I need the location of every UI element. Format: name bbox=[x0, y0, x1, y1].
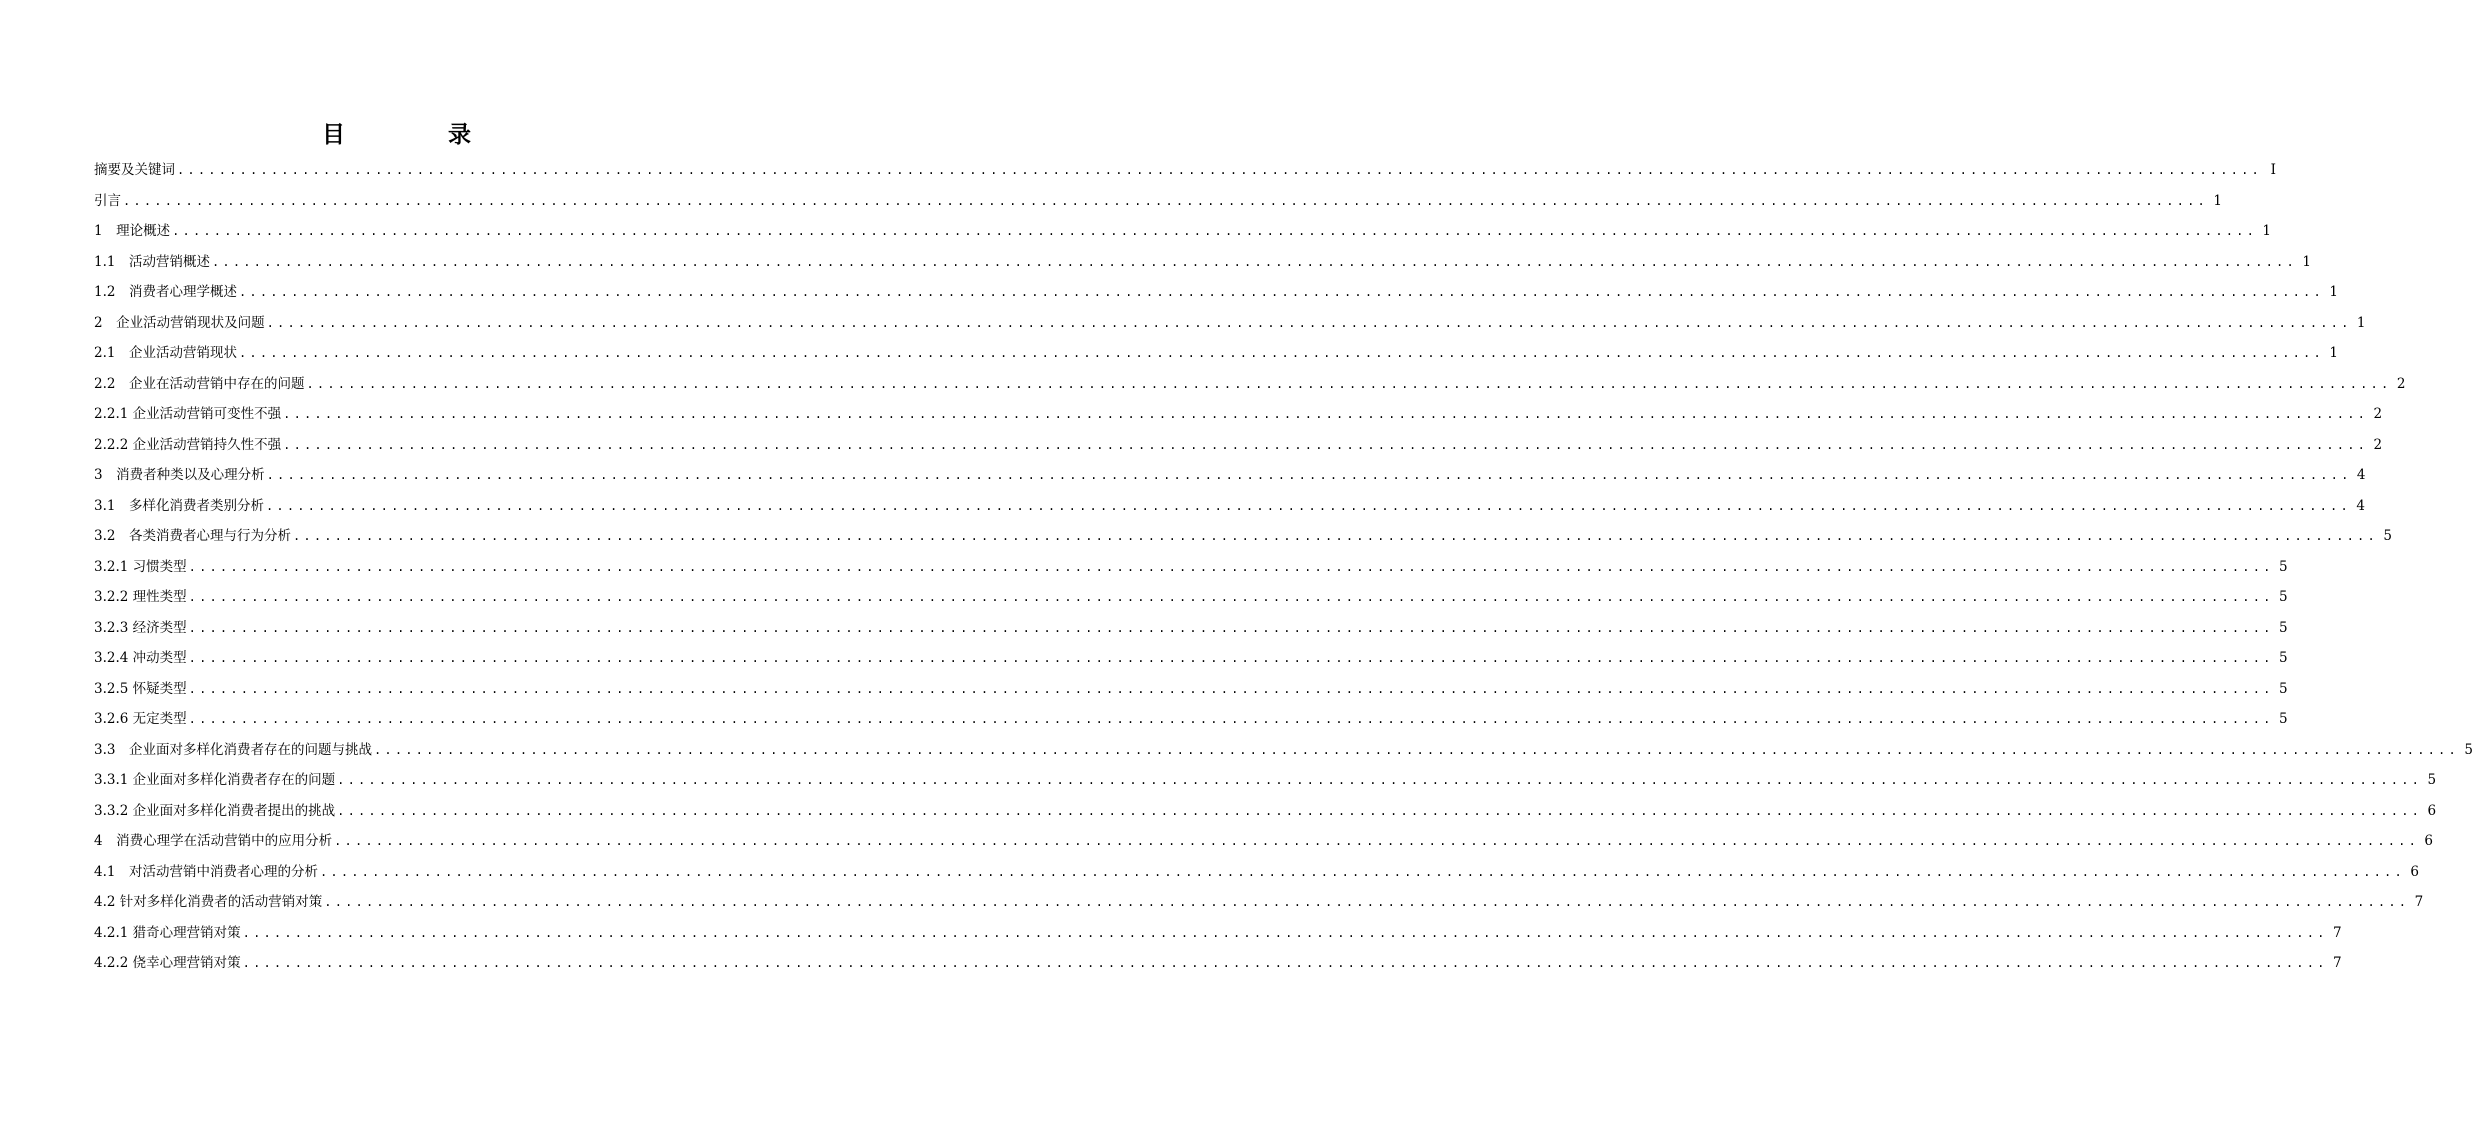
toc-entry-label: 4.2.2 侥幸心理营销对策 bbox=[94, 955, 241, 971]
toc-entry[interactable] bbox=[94, 186, 2222, 217]
toc-entry-label: 1.1 活动营销概述 bbox=[94, 253, 210, 270]
toc-entry[interactable] bbox=[94, 674, 2288, 705]
toc-dot-leader: ........................................................................................................................................................................................................ bbox=[242, 925, 2328, 940]
toc-entry[interactable] bbox=[94, 247, 2311, 278]
toc-entry-label: 4.1 对活动营销中消费者心理的分析 bbox=[94, 863, 318, 880]
toc-dot-leader: ........................................................................................................................................................................................................ bbox=[373, 742, 2459, 757]
toc-page-number: 2 bbox=[2396, 375, 2406, 392]
toc-entry[interactable] bbox=[94, 460, 2366, 491]
toc-entry[interactable] bbox=[94, 918, 2342, 949]
toc-entry-label: 2.2 企业在活动营销中存在的问题 bbox=[94, 375, 305, 392]
toc-page-number: 7 bbox=[2332, 924, 2342, 941]
toc-page-number: 2 bbox=[2373, 436, 2383, 453]
toc-dot-leader: ........................................................................................................................................................................................................ bbox=[123, 193, 2208, 208]
toc-page-number: 1 bbox=[2356, 314, 2366, 331]
toc-entry-label: 3.2.3 经济类型 bbox=[94, 619, 187, 636]
toc-dot-leader: ........................................................................................................................................................................................................ bbox=[266, 468, 2352, 482]
toc-dot-leader: ........................................................................................................................................................................................................ bbox=[188, 559, 2274, 574]
toc-entry[interactable] bbox=[94, 826, 2434, 857]
toc-page-number: 5 bbox=[2383, 528, 2392, 544]
toc-dot-leader: ........................................................................................................................................................................................................ bbox=[337, 803, 2423, 818]
toc-page-number: 5 bbox=[2278, 711, 2288, 727]
toc-entry-label: 3.2 各类消费者心理与行为分析 bbox=[94, 528, 291, 544]
toc-entry[interactable] bbox=[94, 582, 2288, 613]
toc-entry[interactable] bbox=[94, 430, 2383, 461]
toc-page-number: 5 bbox=[2278, 680, 2288, 697]
toc-entry-label: 3.2.1 习惯类型 bbox=[94, 558, 187, 575]
toc-entry-label: 3.1 多样化消费者类别分析 bbox=[94, 497, 264, 514]
toc-dot-leader: ........................................................................................................................................................................................................ bbox=[319, 864, 2405, 879]
toc-entry[interactable] bbox=[94, 704, 2288, 735]
toc-entry[interactable] bbox=[94, 552, 2288, 583]
toc-entry-label: 2.2.1 企业活动营销可变性不强 bbox=[94, 406, 282, 422]
toc-dot-leader: ........................................................................................................................................................................................................ bbox=[283, 407, 2369, 421]
toc-page-number: 4 bbox=[2356, 467, 2366, 483]
toc-entry[interactable] bbox=[94, 765, 2437, 796]
toc-entry[interactable] bbox=[94, 399, 2383, 430]
toc-entry-label: 3.2.4 冲动类型 bbox=[94, 650, 187, 666]
toc-dot-leader: ........................................................................................................................................................................................................ bbox=[306, 376, 2392, 391]
toc-dot-leader: ........................................................................................................................................................................................................ bbox=[283, 437, 2369, 452]
toc-entry-label: 4.2 针对多样化消费者的活动营销对策 bbox=[94, 894, 323, 910]
toc-page-number: 6 bbox=[2410, 863, 2419, 880]
toc-page-number: I bbox=[2270, 162, 2276, 178]
toc-entry[interactable] bbox=[94, 857, 2419, 888]
toc-entry[interactable] bbox=[94, 521, 2392, 552]
toc-entry-label: 2.2.2 企业活动营销持久性不强 bbox=[94, 436, 282, 453]
toc-dot-leader: ........................................................................................................................................................................................................ bbox=[334, 834, 2420, 848]
toc-entry[interactable] bbox=[94, 613, 2288, 644]
toc-page-number: 5 bbox=[2427, 772, 2437, 788]
toc-entry-label: 4.2.1 猎奇心理营销对策 bbox=[94, 924, 241, 941]
toc-entry[interactable] bbox=[94, 796, 2437, 827]
toc-entry[interactable] bbox=[94, 643, 2288, 674]
toc-dot-leader: ........................................................................................................................................................................................................ bbox=[188, 651, 2274, 665]
toc-entry[interactable] bbox=[94, 277, 2338, 308]
toc-entry[interactable] bbox=[94, 338, 2338, 369]
toc-entry[interactable] bbox=[94, 491, 2365, 522]
toc-entry-label: 3.2.5 怀疑类型 bbox=[94, 680, 187, 697]
toc-dot-leader: ........................................................................................................................................................................................................ bbox=[188, 681, 2274, 696]
toc-page-number: 2 bbox=[2373, 406, 2383, 422]
toc-page-number: 4 bbox=[2356, 497, 2365, 514]
toc-page-number: 1 bbox=[2262, 223, 2272, 239]
toc-dot-leader: ........................................................................................................................................................................................................ bbox=[211, 254, 2297, 269]
toc-page-number: 6 bbox=[2427, 802, 2437, 819]
toc-page-number: 6 bbox=[2424, 833, 2434, 849]
toc-dot-leader: ........................................................................................................................................................................................................ bbox=[188, 620, 2274, 635]
toc-entry-label: 3.3.1 企业面对多样化消费者存在的问题 bbox=[94, 772, 336, 788]
toc-page-number: 5 bbox=[2278, 650, 2288, 666]
toc-entry-label: 1 理论概述 bbox=[94, 223, 171, 239]
toc-dot-leader: ........................................................................................................................................................................................................ bbox=[172, 224, 2258, 238]
toc-page-number: 5 bbox=[2278, 558, 2288, 575]
toc-entry[interactable] bbox=[94, 308, 2366, 339]
toc-dot-leader: ........................................................................................................................................................................................................ bbox=[238, 346, 2324, 360]
toc-entry[interactable] bbox=[94, 216, 2272, 247]
toc-page-number: 1 bbox=[2213, 192, 2222, 209]
toc-dot-leader: ........................................................................................................................................................................................................ bbox=[337, 773, 2423, 787]
toc-entry[interactable] bbox=[94, 155, 2276, 186]
toc-entry-label: 4 消费心理学在活动营销中的应用分析 bbox=[94, 833, 333, 849]
toc-dot-leader: ........................................................................................................................................................................................................ bbox=[177, 163, 2262, 177]
toc-page-number: 5 bbox=[2464, 741, 2473, 758]
toc-entry[interactable] bbox=[94, 369, 2406, 400]
toc-entry-label: 2.1 企业活动营销现状 bbox=[94, 345, 237, 361]
toc-dot-leader: ........................................................................................................................................................................................................ bbox=[265, 498, 2351, 513]
toc-dot-leader: ........................................................................................................................................................................................................ bbox=[242, 956, 2328, 970]
toc-entry-label: 3.2.6 无定类型 bbox=[94, 711, 187, 727]
toc-entry-label: 2 企业活动营销现状及问题 bbox=[94, 314, 265, 331]
toc-entry[interactable] bbox=[94, 887, 2424, 918]
toc-page-number: 5 bbox=[2278, 589, 2288, 605]
toc-dot-leader: ........................................................................................................................................................................................................ bbox=[324, 895, 2410, 909]
toc-dot-leader: ........................................................................................................................................................................................................ bbox=[292, 529, 2378, 543]
toc-entry-label: 3 消费者种类以及心理分析 bbox=[94, 467, 265, 483]
page-title: 目 录 bbox=[322, 121, 511, 148]
toc-page-number: 7 bbox=[2414, 894, 2424, 910]
table-of-contents bbox=[94, 155, 2473, 979]
toc-dot-leader: ........................................................................................................................................................................................................ bbox=[266, 315, 2352, 330]
toc-entry[interactable] bbox=[94, 948, 2342, 979]
toc-page-number: 1 bbox=[2302, 253, 2311, 270]
toc-entry-label: 3.3.2 企业面对多样化消费者提出的挑战 bbox=[94, 802, 336, 819]
toc-page-number: 1 bbox=[2329, 345, 2338, 361]
toc-entry-label: 引言 bbox=[94, 192, 121, 209]
toc-dot-leader: ........................................................................................................................................................................................................ bbox=[238, 285, 2324, 299]
toc-dot-leader: ........................................................................................................................................................................................................ bbox=[188, 712, 2274, 726]
toc-page-number: 7 bbox=[2332, 955, 2342, 971]
toc-page-number: 1 bbox=[2329, 284, 2338, 300]
toc-entry-label: 1.2 消费者心理学概述 bbox=[94, 284, 237, 300]
toc-entry[interactable] bbox=[94, 735, 2473, 766]
toc-entry-label: 3.3 企业面对多样化消费者存在的问题与挑战 bbox=[94, 741, 372, 758]
toc-dot-leader: ........................................................................................................................................................................................................ bbox=[188, 590, 2274, 604]
toc-page-number: 5 bbox=[2278, 619, 2288, 636]
toc-entry-label: 3.2.2 理性类型 bbox=[94, 589, 187, 605]
toc-entry-label: 摘要及关键词 bbox=[94, 162, 175, 178]
